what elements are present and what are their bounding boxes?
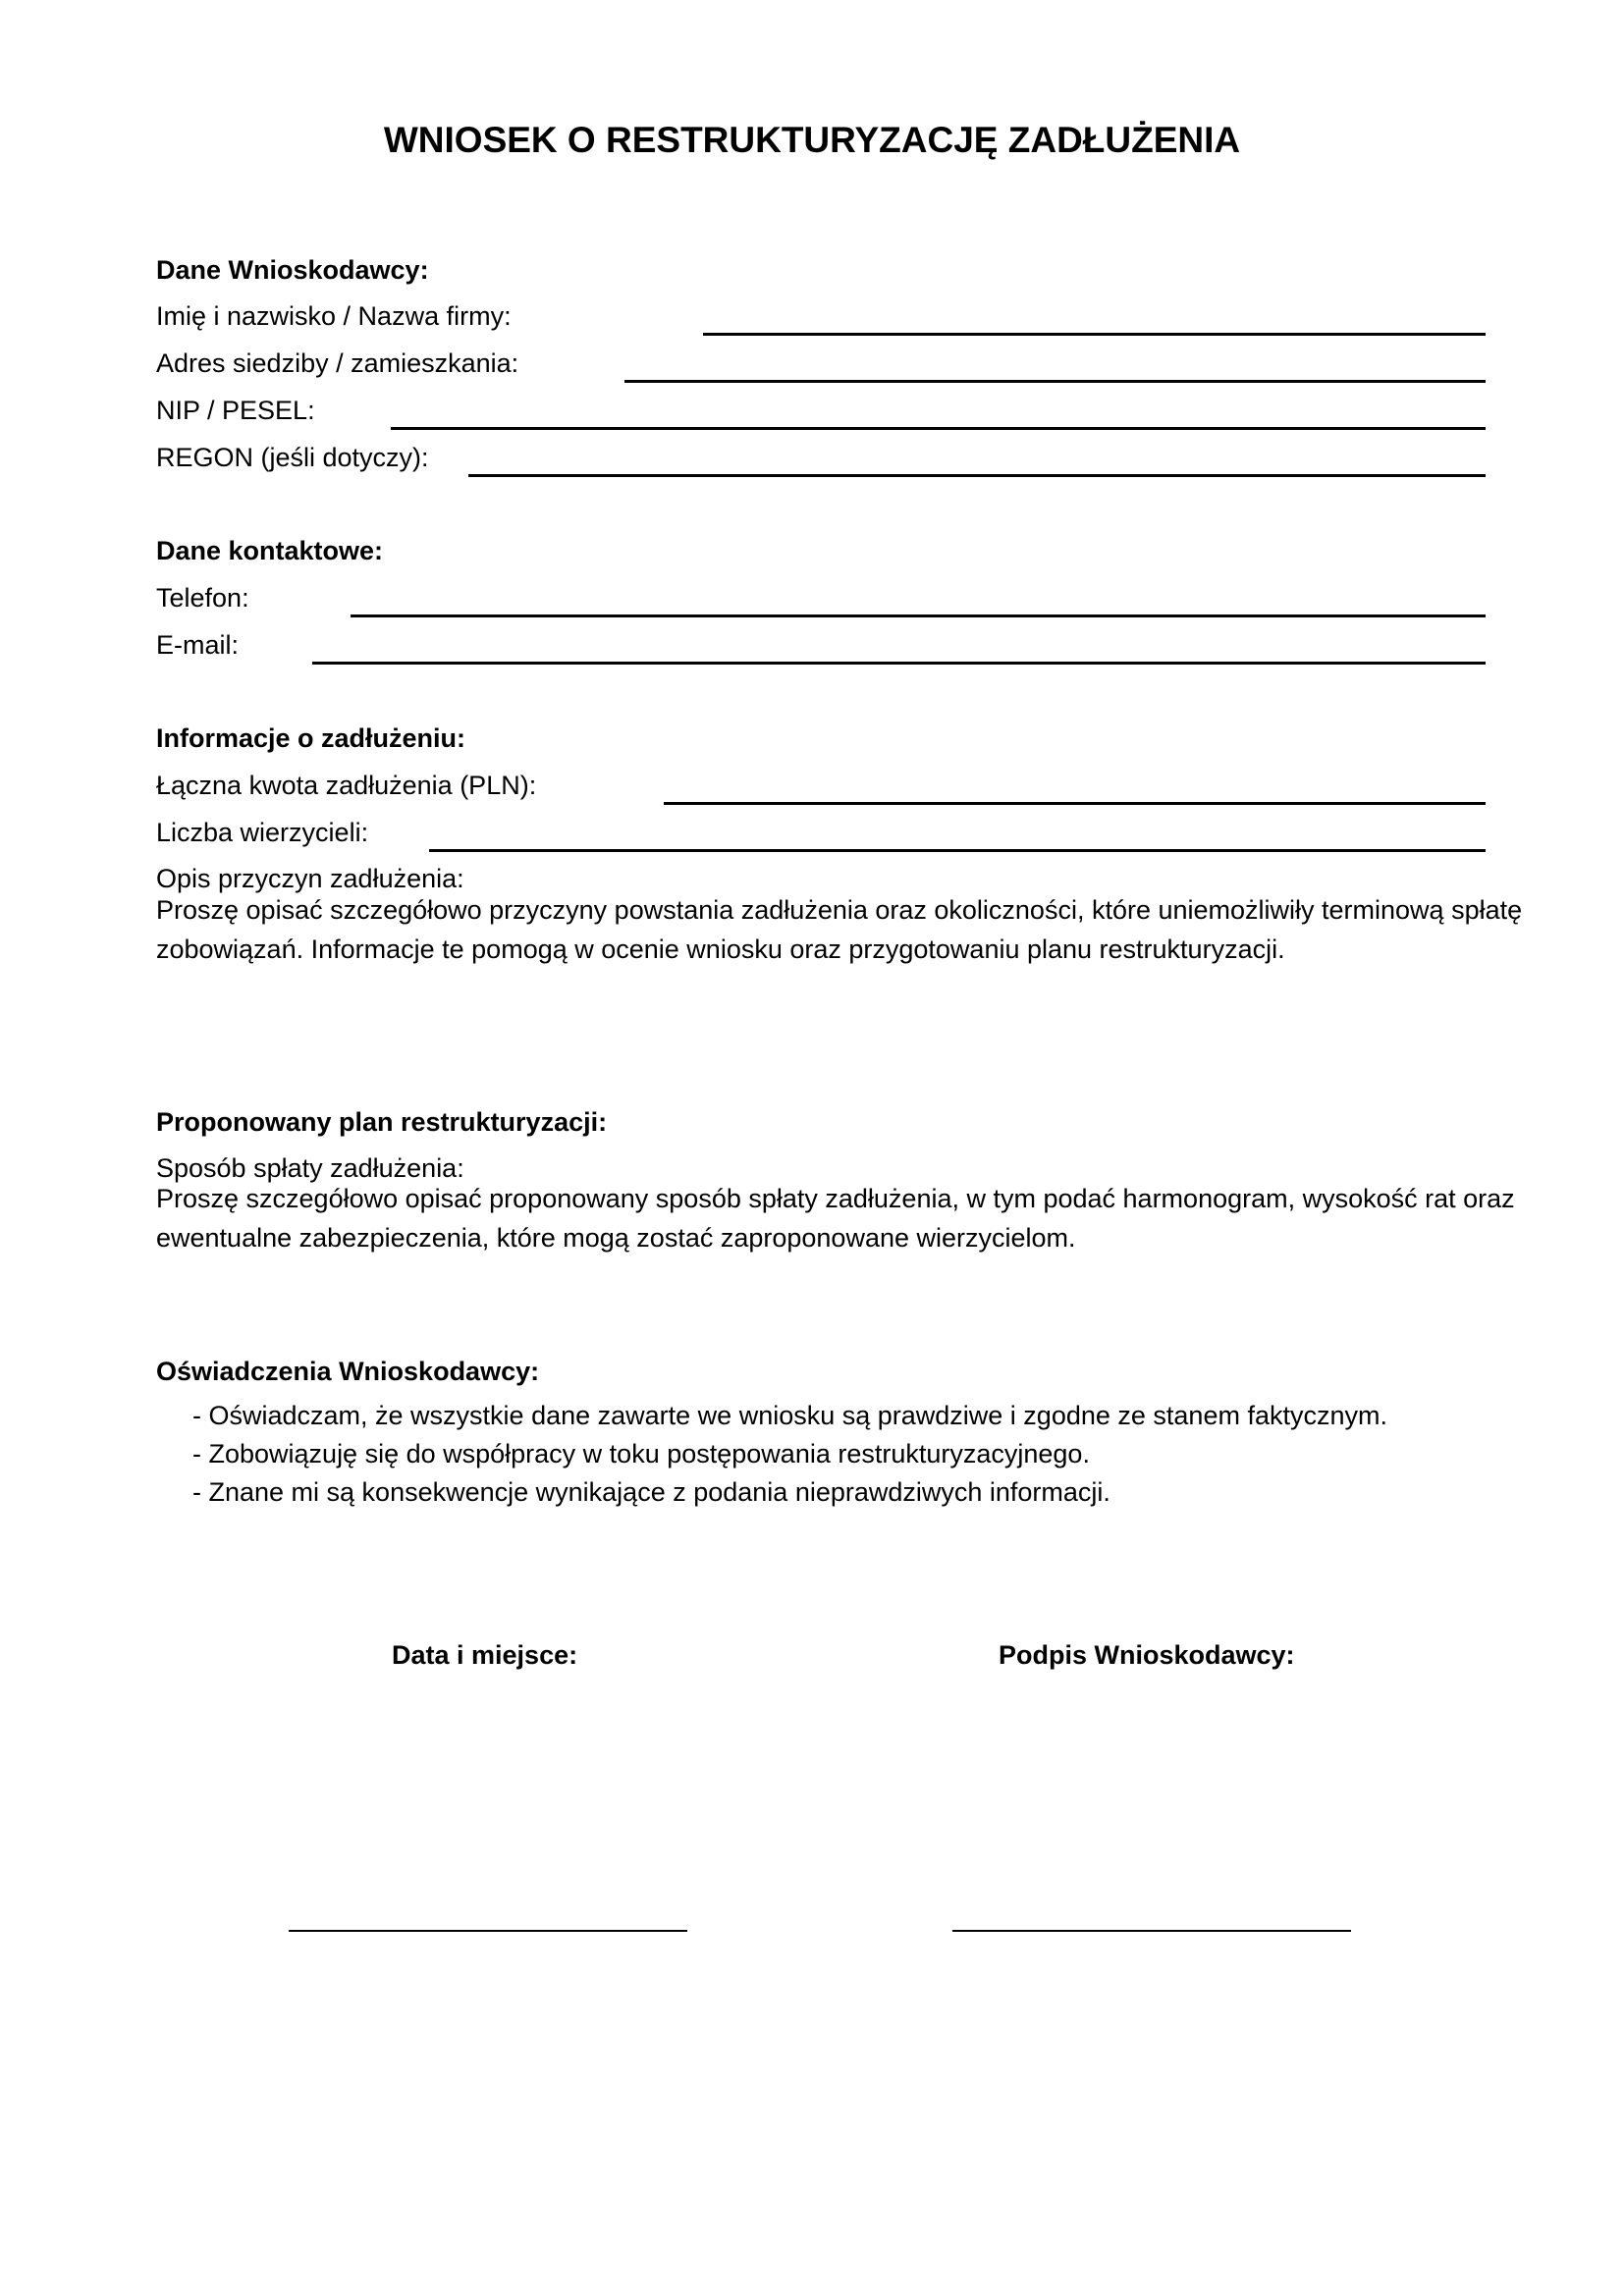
creditors-label: Liczba wierzycieli: [156,818,369,847]
nip-field[interactable] [391,427,1486,430]
declarations-heading: Oświadczenia Wnioskodawcy: [156,1357,540,1386]
address-label: Adres siedziby / zamieszkania: [156,348,519,378]
creditors-field[interactable] [429,849,1486,852]
regon-field[interactable] [468,474,1486,477]
declaration-item: - Znane mi są konsekwencje wynikające z podania nieprawdziwych informacji. [192,1477,1110,1507]
declarations-list [192,1397,1387,1512]
causes-instructions: Proszę opisać szczegółowo przyczyny powstania zadłużenia oraz okoliczności, które uniemożliwiły terminową spłatę zobowiązań. Informacje te pomogą w ocenie wniosku oraz przygotowaniu planu restrukturyzacji. [156,895,1523,964]
plan-heading: Proponowany plan restrukturyzacji: [156,1107,608,1137]
date-place-label: Data i miejsce: [392,1640,578,1670]
name-field[interactable] [703,333,1486,336]
nip-label: NIP / PESEL: [156,396,315,425]
date-place-line[interactable] [289,1930,687,1932]
amount-label: Łączna kwota zadłużenia (PLN): [156,771,537,800]
amount-field[interactable] [664,802,1486,805]
contact-heading: Dane kontaktowe: [156,536,384,565]
signature-label: Podpis Wnioskodawcy: [999,1640,1295,1670]
name-label: Imię i nazwisko / Nazwa firmy: [156,301,512,331]
signature-line[interactable] [952,1930,1351,1932]
phone-field[interactable] [351,614,1486,617]
causes-label: Opis przyczyn zadłużenia: [156,864,464,893]
declaration-item: - Zobowiązuję się do współpracy w toku postępowania restrukturyzacyjnego. [192,1439,1090,1468]
email-field[interactable] [312,662,1486,665]
debt-heading: Informacje o zadłużeniu: [156,723,466,753]
applicant-heading: Dane Wnioskodawcy: [156,255,429,285]
method-label: Sposób spłaty zadłużenia: [156,1153,464,1183]
regon-label: REGON (jeśli dotyczy): [156,443,429,472]
address-field[interactable] [624,380,1486,383]
declaration-item: - Oświadczam, że wszystkie dane zawarte we wniosku są prawdziwe i zgodne ze stanem faktycznym. [192,1401,1387,1430]
email-label: E-mail: [156,630,240,660]
phone-label: Telefon: [156,583,249,613]
method-instructions: Proszę szczegółowo opisać proponowany sposób spłaty zadłużenia, w tym podać harmonogram, wysokość rat oraz ewentualne zabezpieczenia, które mogą zostać zaproponowane wierzycielom. [156,1184,1515,1253]
document-title: WNIOSEK O RESTRUKTURYZACJĘ ZADŁUŻENIA [383,120,1241,160]
